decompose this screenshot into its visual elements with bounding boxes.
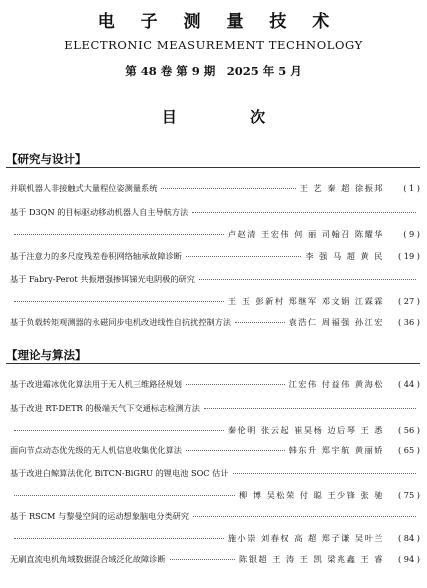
entry-title: 无刷直流电机角域数据混合域泛化故障诊断	[10, 554, 166, 564]
leader-dots	[193, 516, 416, 517]
entry-page: ( 56 )	[397, 425, 420, 435]
entry-title: 基于注意力的多尺度残差卷积网络轴承故障诊断	[10, 251, 182, 261]
leader-dots	[233, 473, 416, 474]
leader-dots	[14, 538, 224, 539]
section-divider	[6, 167, 420, 168]
entry-title: 并联机器人非接触式大量程位姿测量系统	[10, 183, 158, 193]
entry-authors: 秦伦明 张云起 崔昊杨 边后琴 王 悉	[227, 425, 384, 435]
entry-authors: 李 强 马 超 黄 民	[305, 251, 384, 261]
leader-dots	[14, 301, 224, 302]
entry-page: ( 1 )	[403, 183, 420, 193]
entry-page: ( 65 )	[397, 445, 420, 455]
entry-authors: 王 艺 秦 超 徐振邦	[299, 183, 384, 193]
entry-title: 面向节点动态优先级的无人机信息收集优化算法	[10, 445, 182, 455]
leader-dots	[14, 234, 224, 235]
masthead	[0, 12, 427, 78]
entry-authors: 江宏伟 付益伟 黄海松	[288, 379, 384, 389]
entry-title: 基于 D3QN 的目标驱动移动机器人自主导航方法	[10, 207, 189, 217]
toc-entry[interactable]	[10, 206, 420, 240]
leader-dots	[192, 212, 416, 213]
leader-dots	[186, 384, 285, 385]
leader-dots	[204, 408, 416, 409]
leader-dots	[170, 559, 235, 560]
entry-title: 基于负载转矩观测器的永磁同步电机改进线性自抗扰控制方法	[10, 317, 232, 327]
entry-page: ( 19 )	[397, 251, 420, 261]
section-heading-research-design: 【研究与设计】	[6, 152, 87, 166]
toc-entry[interactable]	[10, 182, 420, 194]
toc-entry[interactable]	[10, 467, 420, 501]
entry-title: 基于改进霜冰优化算法用于无人机三维路径规划	[10, 379, 182, 389]
journal-title-english: ELECTRONIC MEASUREMENT TECHNOLOGY	[64, 38, 363, 52]
entry-authors: 陈银超 王 涛 王 凯 梁兆鑫 王 睿	[239, 554, 384, 564]
entry-page: ( 36 )	[397, 317, 420, 327]
entry-authors: 施小崇 刘春权 高 超 郑子谦 吴叶兰	[227, 533, 384, 543]
leader-dots	[161, 188, 295, 189]
entry-page: ( 27 )	[397, 296, 420, 306]
entry-page: ( 75 )	[397, 490, 420, 500]
toc-entry[interactable]	[10, 378, 420, 390]
entry-page: ( 9 )	[403, 229, 420, 239]
entry-title: 基于改进白鲸算法优化 BiTCN-BiGRU 的锂电池 SOC 估计	[10, 468, 229, 478]
toc-entry[interactable]	[10, 273, 420, 307]
entry-page: ( 84 )	[397, 533, 420, 543]
entry-authors: 袁浩仁 周福强 孙江宏	[288, 317, 384, 327]
toc-entry[interactable]	[10, 402, 420, 436]
entry-title: 基于 RSCM 与黎曼空间的运动想象脑电分类研究	[10, 511, 190, 521]
entry-page: ( 94 )	[397, 554, 420, 564]
entry-authors: 卢赵清 王宏伟 何 丽 司翰召 陈耀华	[227, 229, 384, 239]
entry-authors: 王 玉 彭新村 郑继军 邓文娟 江霖霖	[227, 296, 384, 306]
entry-page: ( 44 )	[397, 379, 420, 389]
leader-dots	[14, 430, 224, 431]
toc-entry[interactable]	[10, 250, 420, 262]
section-divider	[6, 363, 420, 364]
leader-dots	[186, 450, 285, 451]
toc-entry[interactable]	[10, 510, 420, 544]
toc-heading: 目 次	[161, 108, 300, 126]
toc-entry[interactable]	[10, 553, 420, 565]
leader-dots	[199, 279, 416, 280]
leader-dots	[186, 256, 301, 257]
entry-authors: 柳 博 吴松荣 付 聪 王少锋 张 驰	[239, 490, 384, 500]
journal-title-chinese: 电 子 测 量 技 术	[97, 12, 340, 32]
issue-info: 第 48 卷 第 9 期 2025 年 5 月	[125, 64, 302, 78]
toc-entry[interactable]	[10, 316, 420, 328]
leader-dots	[235, 322, 285, 323]
entry-title: 基于 Fabry-Perot 共振增强掺铒锑光电阴极的研究	[10, 274, 195, 284]
toc-entry[interactable]	[10, 444, 420, 456]
entry-title: 基于改进 RT-DETR 的极端天气下交通标志检测方法	[10, 403, 200, 413]
entry-authors: 韩东升 郑宇航 黄丽娇	[288, 445, 384, 455]
section-heading-theory-algorithm: 【理论与算法】	[6, 348, 87, 362]
leader-dots	[14, 495, 235, 496]
